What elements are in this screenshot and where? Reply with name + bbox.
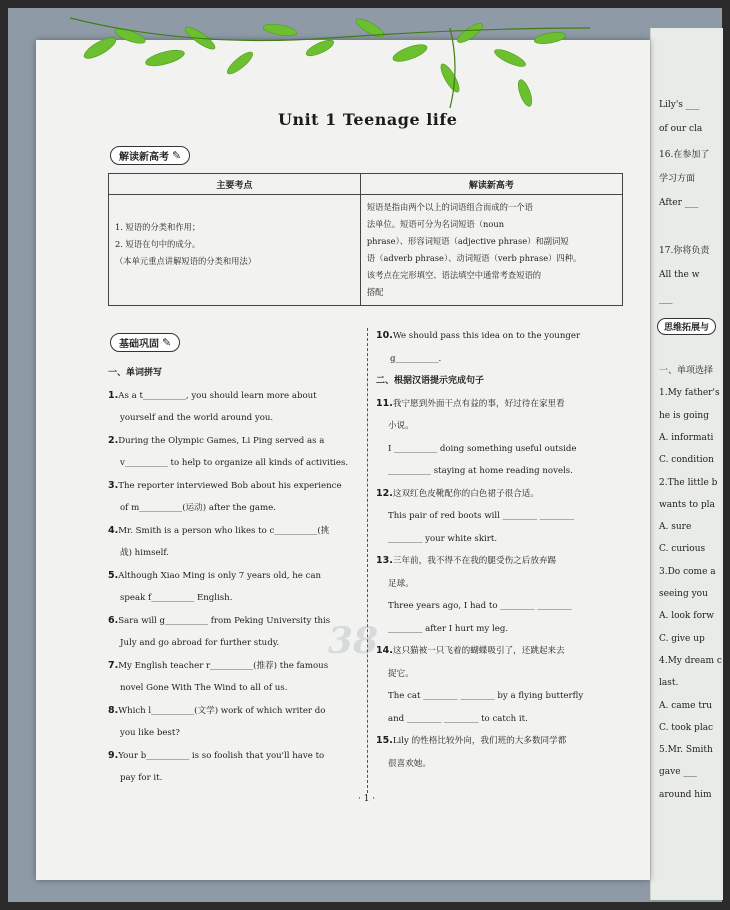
exercise-line — [108, 565, 358, 588]
exercise-item — [376, 550, 626, 640]
exercise-line — [108, 475, 358, 498]
exercise-number: 1. — [108, 389, 119, 401]
column-divider — [367, 328, 368, 793]
exercise-text: 这双红色皮靴配你的白色裙子很合适。 — [392, 488, 539, 499]
exercise-number: 15. — [376, 735, 393, 746]
exercise-number: 13. — [376, 555, 393, 566]
exercise-item — [108, 655, 358, 700]
right-line: A. sure — [659, 522, 692, 533]
right-line: 17.你将负责 — [659, 246, 710, 256]
exercise-line — [108, 520, 358, 543]
unit-title: Unit 1 Teenage life — [278, 110, 458, 129]
exercise-item — [376, 640, 626, 730]
exercise-line — [108, 700, 358, 723]
exercise-line — [108, 587, 358, 610]
exercise-text: July and go abroad for further study. — [120, 638, 280, 648]
exercise-text: This pair of red boots will ________ ________ — [388, 511, 575, 521]
right-line: 1.My father's — [659, 388, 720, 399]
exercise-line — [376, 483, 626, 506]
section-tag-basic — [110, 333, 180, 352]
exercise-number: 5. — [108, 569, 119, 581]
exercise-text: 我宁愿到外面干点有益的事，好过待在家里看 — [392, 398, 565, 409]
exercise-text: and ________ ________ to catch it. — [388, 713, 528, 724]
exercise-item — [108, 745, 358, 790]
exercise-text: 这只猫被一只飞着的蝴蝶吸引了，还跳起来去 — [392, 646, 565, 656]
exercise-line — [108, 767, 358, 790]
right-line: 2.The little b — [659, 477, 718, 488]
exercise-text: 捉它。 — [388, 668, 414, 679]
exercise-line — [376, 415, 626, 438]
right-line: 一、单项选择 — [659, 366, 714, 376]
exercise-text: speak f__________ English. — [120, 593, 233, 603]
exercise-item — [376, 483, 626, 551]
exercise-line — [108, 610, 358, 633]
table-line: phrase）、形容词短语（adjective phrase）和副词短 — [366, 236, 569, 246]
exercise-text: ________ your white skirt. — [388, 533, 498, 544]
exercise-line — [108, 497, 358, 520]
right-line: A. came tru — [659, 700, 713, 711]
table-header-right: 解读新高考 — [360, 174, 622, 195]
exercise-number: 14. — [376, 645, 393, 656]
exercise-line — [108, 677, 358, 700]
exercise-line — [108, 385, 358, 408]
section-tag-label: 基础巩固 — [119, 339, 159, 350]
exercise-text: Which l__________(文学) work of which writer do — [118, 705, 326, 716]
exercise-text: 很喜欢她。 — [388, 758, 431, 769]
exercise-text: yourself and the world around you. — [120, 413, 274, 423]
exercise-text: novel Gone With The Wind to all of us. — [120, 683, 288, 693]
table-cell-left — [109, 195, 361, 306]
plant-leaves-decoration — [70, 8, 590, 118]
exercise-line — [108, 407, 358, 430]
exercise-number: 4. — [108, 524, 119, 536]
right-line: 3.Do come a — [659, 566, 716, 577]
right-line: of our cla — [659, 124, 703, 134]
table-line: 2. 短语在句中的成分。 — [115, 239, 201, 249]
exercise-item — [108, 520, 358, 565]
right-line: wants to pla — [659, 499, 715, 510]
exercise-text: I __________ doing something useful outside — [388, 443, 577, 454]
exercise-text: of m__________(运动) after the game. — [120, 503, 276, 513]
right-line: All the w — [659, 270, 700, 280]
exercise-line — [376, 640, 626, 663]
exercise-number: 7. — [108, 659, 119, 671]
right-line: A. informati — [659, 432, 714, 443]
pen-icon: ✎ — [172, 149, 182, 162]
exercise-item — [108, 430, 358, 475]
table-cell-right — [360, 195, 622, 306]
section-tag-new-exam — [110, 146, 190, 165]
exercise-text: Sara will g__________ from Peking University this — [118, 615, 331, 626]
exercise-text: Your b__________ is so foolish that you'll have to — [118, 750, 325, 761]
exercise-line — [376, 573, 626, 596]
table-line: 法单位。短语可分为名词短语（noun — [366, 219, 505, 229]
pen-icon: ✎ — [162, 336, 172, 349]
exercise-number: 11. — [376, 397, 393, 409]
exercise-line — [376, 550, 626, 573]
right-line: C. curious — [659, 544, 706, 555]
exercise-text: ________ after I hurt my leg. — [388, 623, 509, 634]
exercise-number: 9. — [108, 749, 119, 761]
right-line: 4.My dream c — [659, 655, 722, 666]
right-column — [376, 325, 626, 775]
table-line: 该考点在完形填空、语法填空中通常考查短语的 — [366, 270, 542, 280]
exercise-number: 2. — [108, 434, 119, 446]
exercise-item — [108, 700, 358, 745]
exercise-item — [108, 475, 358, 520]
exercise-line — [376, 393, 626, 416]
exercise-line — [376, 325, 626, 348]
exercise-item — [376, 393, 626, 483]
exercise-line — [376, 663, 626, 686]
exercise-number: 3. — [108, 479, 119, 491]
right-line: After ___ — [659, 198, 699, 208]
exercise-text: 战) himself. — [120, 548, 169, 558]
exercise-item — [108, 565, 358, 610]
exercise-line — [108, 722, 358, 745]
exercise-text: As a t__________, you should learn more about — [118, 390, 317, 401]
exercise-item — [108, 610, 358, 655]
exercise-line — [376, 685, 626, 708]
right-line: ___ — [659, 294, 673, 304]
table-header-left: 主要考点 — [109, 174, 361, 195]
right-line: 学习方面 — [659, 174, 696, 184]
exercise-text: __________ staying at home reading novels. — [388, 466, 573, 476]
exercise-text: g__________. — [390, 353, 442, 364]
exercise-text: The cat ________ ________ by a flying butterfly — [388, 691, 584, 701]
table-line: 搭配 — [366, 287, 384, 297]
right-line: A. look forw — [659, 611, 715, 622]
exercise-number: 10. — [376, 330, 393, 341]
exercise-text: 足球。 — [388, 578, 414, 589]
exercise-line — [108, 655, 358, 678]
exercise-line — [108, 632, 358, 655]
right-line: 16.在参加了 — [659, 150, 710, 160]
table-line: 短语是指由两个以上的词语组合而成的一个语 — [366, 202, 533, 212]
right-section-tag: 思维拓展与 — [657, 318, 716, 335]
watermark-logo: 38 — [328, 620, 379, 662]
exercise-text: My English teacher r__________(推荐) the famous — [118, 660, 329, 671]
exercise-number: 12. — [376, 487, 393, 499]
exercise-item — [108, 385, 358, 430]
exercise-line — [376, 730, 626, 753]
exercise-line — [108, 745, 358, 768]
right-line: 5.Mr. Smith — [659, 745, 713, 756]
exercise-text: We should pass this idea on to the younger — [392, 331, 581, 341]
exercise-line — [376, 618, 626, 641]
table-line: 语（adverb phrase）、动词短语（verb phrase）四种。 — [366, 253, 582, 263]
exercise-line — [376, 438, 626, 461]
right-page-fragment — [650, 28, 723, 900]
exercise-line — [108, 542, 358, 565]
exercise-text: Although Xiao Ming is only 7 years old, he can — [118, 570, 322, 581]
exercise-line — [376, 460, 626, 483]
exercise-line — [376, 348, 626, 371]
exercise-text: Mr. Smith is a person who likes to c__________(挑 — [118, 525, 330, 536]
exercise-text: During the Olympic Games, Li Ping served as a — [118, 435, 325, 446]
exercise-text: The reporter interviewed Bob about his experience — [118, 480, 342, 491]
table-line: 1. 短语的分类和作用； — [115, 222, 201, 232]
right-line: C. give up — [659, 633, 705, 644]
exam-table — [108, 173, 623, 306]
table-line: （本单元重点讲解短语的分类和用法） — [115, 256, 257, 266]
exercise-line — [376, 595, 626, 618]
exercise-line — [376, 708, 626, 731]
part1-title: 一、单词拼写 — [108, 368, 163, 378]
page-number: · 1 · — [358, 794, 376, 804]
exercise-line — [376, 753, 626, 776]
section-tag-label: 解读新高考 — [119, 152, 169, 163]
exercise-line — [108, 430, 358, 453]
exercise-number: 6. — [108, 614, 119, 626]
right-line: around him — [659, 789, 712, 800]
left-column — [108, 362, 358, 790]
exercise-number: 8. — [108, 704, 119, 716]
exercise-text: pay for it. — [120, 773, 163, 783]
right-line: last. — [659, 678, 679, 689]
exercise-line — [376, 528, 626, 551]
right-line: Lily's ___ — [659, 100, 700, 110]
exercise-text: 三年前，我不得不在我的腿受伤之后放弃踢 — [392, 556, 557, 566]
exercise-text: you like best? — [120, 728, 180, 738]
right-line: gave ___ — [659, 767, 697, 778]
exercise-item — [376, 730, 626, 775]
exercise-text: Lily 的性格比较外向，我们班的大多数同学都 — [392, 736, 567, 746]
exercise-line — [108, 452, 358, 475]
exercise-text: 小说。 — [388, 421, 414, 431]
exercise-line — [376, 505, 626, 528]
right-line: seeing you — [659, 589, 708, 599]
right-line: he is going — [659, 410, 709, 421]
exercise-text: Three years ago, I had to ________ ________ — [388, 601, 572, 611]
part2-title: 二、根据汉语提示完成句子 — [376, 376, 485, 386]
exercise-text: v__________ to help to organize all kinds of activities. — [120, 458, 349, 468]
right-line: C. took plac — [659, 722, 714, 733]
right-line: C. condition — [659, 455, 714, 466]
